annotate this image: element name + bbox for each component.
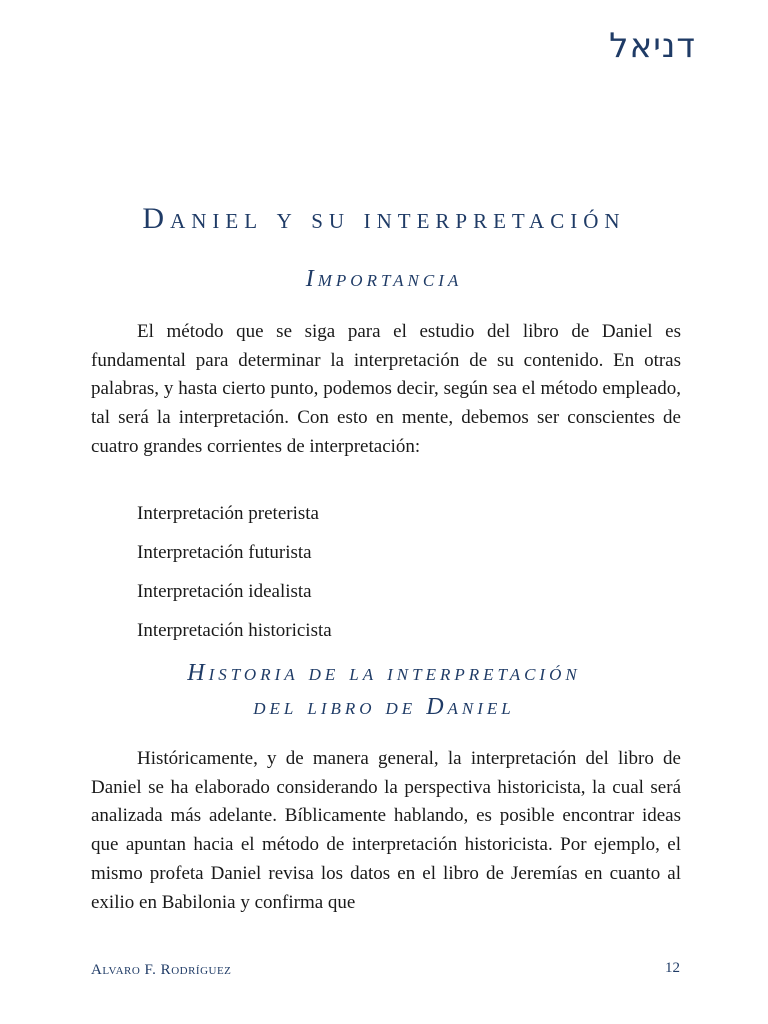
running-header-hebrew: דניאל	[609, 26, 696, 66]
section-title-line-1: Historia de la interpretación	[187, 660, 581, 686]
section-title-line-2: del libro de Daniel	[253, 694, 515, 720]
section-title-historia	[0, 656, 768, 724]
chapter-title: Daniel y su interpretación	[142, 202, 626, 235]
paragraph-importancia: El método que se siga para el estudio del libro de Daniel es fundamental para determinar la interpretación de su contenido. En otras palabras, y hasta cierto punto, podemos decir, según sea el método empleado, tal será la interpretación. Con esto en mente, debemos ser conscientes de cuatro grandes corrientes de interpretación:	[91, 321, 681, 457]
list-item: Interpretación futurista	[137, 542, 312, 563]
footer-author: Alvaro F. Rodríguez	[91, 962, 232, 978]
list-item: Interpretación idealista	[137, 581, 312, 602]
paragraph-historia: Históricamente, y de manera general, la interpretación del libro de Daniel se ha elaborado considerando la perspectiva historicista, la cual será analizada más adelante. Bíblicamente hablando, es posible encontrar ideas que apuntan hacia el método de interpretación historicista. Por ejemplo, el mismo profeta Daniel revisa los datos en el libro de Jeremías en cuanto al exilio en Babilonia y confirma que	[91, 748, 681, 913]
page-number: 12	[665, 960, 680, 976]
list-item: Interpretación preterista	[137, 503, 319, 524]
interpretation-list	[137, 500, 332, 656]
section-title-importancia: Importancia	[305, 266, 463, 292]
list-item: Interpretación historicista	[137, 620, 332, 641]
